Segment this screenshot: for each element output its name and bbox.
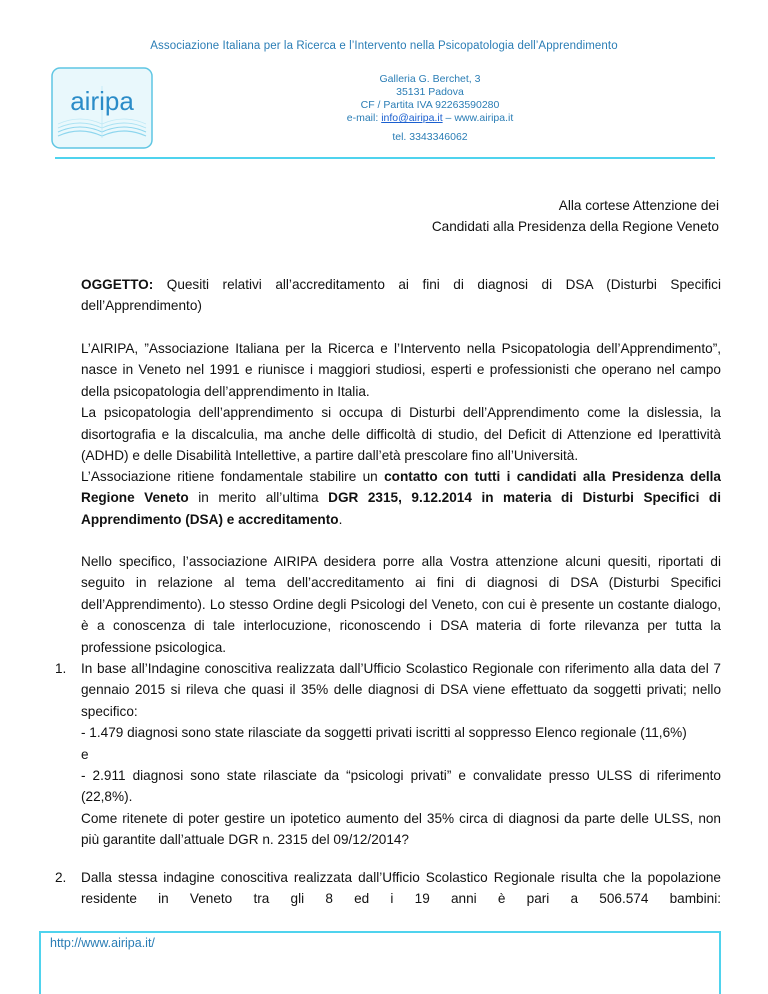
footer-border-right xyxy=(719,931,721,994)
address-city: 35131 Padova xyxy=(396,86,464,98)
questions-list xyxy=(55,658,721,909)
email-prefix: e-mail: xyxy=(346,112,382,124)
list-item xyxy=(55,867,721,910)
footer-website-link[interactable]: http://www.airipa.it/ xyxy=(50,936,155,950)
header-address xyxy=(300,73,560,144)
para2-bold-1: contatto con tutti i candidati alla Presidenza della Regione Veneto xyxy=(81,469,721,506)
para2-bold-2: DGR 2315, 9.12.2014 in materia di Disturbi Specifici di Apprendimento (DSA) e accreditamento xyxy=(81,490,721,527)
question-2-intro: Dalla stessa indagine conoscitiva realizzata dall’Ufficio Scolastico Regionale risulta che la popolazione residente in Veneto tra gli 8 ed i 19 anni è pari a 506.574 bambini: xyxy=(81,869,721,907)
question-1-question: Come ritenete di poter gestire un ipotetico aumento del 35% circa di diagnosi da parte delle ULSS, non più garantite dall’attuale DGR n. 2315 del 09/12/2014? xyxy=(81,810,721,848)
para2-text-1: L’Associazione ritiene fondamentale stabilire un xyxy=(81,469,385,484)
email-link[interactable]: info@airipa.it xyxy=(381,112,443,124)
tax-code: CF / Partita IVA 92263590280 xyxy=(360,99,500,111)
recipient-block xyxy=(432,195,719,238)
question-1-line-4: - 2.911 diagnosi sono state rilasciate da “psicologi privati” e convalidate presso ULSS di riferimento (22,8%). xyxy=(81,768,721,805)
para2-text-2: in merito all’ultima xyxy=(188,490,329,506)
intro-paragraph xyxy=(81,338,721,466)
list-item-number: 2. xyxy=(55,869,67,885)
para2-text-3: . xyxy=(338,511,343,527)
subject-label: OGGETTO: xyxy=(81,277,154,292)
phone-number: tel. 3343346062 xyxy=(392,131,468,143)
logo-wordmark: airipa xyxy=(70,86,134,116)
contact-line xyxy=(300,112,560,125)
specifics-paragraph-text: Nello specifico, l’associazione AIRIPA desidera porre alla Vostra attenzione alcuni quesiti, riportati di seguito in relazione al tema dell’accreditamento ai fini di diagnosi di DSA (Disturbi Specifici dell’Apprendimento). Lo stesso Ordine degli Psicologi del Veneto, con cui è presente un costante dialogo, è a conoscenza di tale interlocuzione, riconoscendo i DSA materia di forte rilevanza per tutta la professione psicologica. xyxy=(81,554,721,655)
contact-paragraph xyxy=(81,466,721,530)
intro-paragraph-b: La psicopatologia dell’apprendimento si occupa di Disturbi dell’Apprendimento come la dislessia, la disortografia e la discalculia, ma anche delle difficoltà di studio, del Deficit di Attenzione ed Iperattività (ADHD) e delle Disabilità Intellettive, a partire dall’età prescolare fino all’Università. xyxy=(81,405,721,464)
intro-paragraph-a: L’AIRIPA, ”Associazione Italiana per la Ricerca e l’Intervento nella Psicopatologia dell’Apprendimento”, nasce in Veneto nel 1991 e riunisce i maggiori studiosi, esperti e professionisti che operano nel campo della psicopatologia dell’apprendimento in Italia. xyxy=(81,341,721,399)
email-separator: – xyxy=(442,112,455,124)
airipa-logo xyxy=(50,66,154,150)
list-item xyxy=(55,658,721,851)
header-divider xyxy=(55,157,715,159)
question-1-intro: In base all’Indagine conoscitiva realizzata dall’Ufficio Scolastico Regionale con riferimento alla data del 7 gennaio 2015 si rileva che quasi il 35% delle diagnosi di DSA viene effettuato da soggetti privati; nello specifico: xyxy=(81,661,721,719)
question-1-line-3: e xyxy=(81,746,89,762)
specifics-paragraph xyxy=(81,551,721,658)
website-text: www.airipa.it xyxy=(454,112,514,124)
organization-name: Associazione Italiana per la Ricerca e l’Intervento nella Psicopatologia dell’Apprendimento xyxy=(150,40,618,52)
recipient-line-2: Candidati alla Presidenza della Regione Veneto xyxy=(431,219,719,235)
footer-border-top xyxy=(39,931,721,933)
address-street: Galleria G. Berchet, 3 xyxy=(379,73,481,85)
subject-text: Quesiti relativi all’accreditamento ai fini di diagnosi di DSA (Disturbi Specifici dell’Apprendimento) xyxy=(81,277,721,314)
subject-block xyxy=(81,274,721,317)
footer-border-left xyxy=(39,931,41,994)
list-item-number: 1. xyxy=(55,661,67,676)
recipient-line-1: Alla cortese Attenzione dei xyxy=(558,198,719,213)
question-1-line-2: - 1.479 diagnosi sono state rilasciate da soggetti privati iscritti al soppresso Elenco regionale (11,6%) xyxy=(81,725,687,741)
